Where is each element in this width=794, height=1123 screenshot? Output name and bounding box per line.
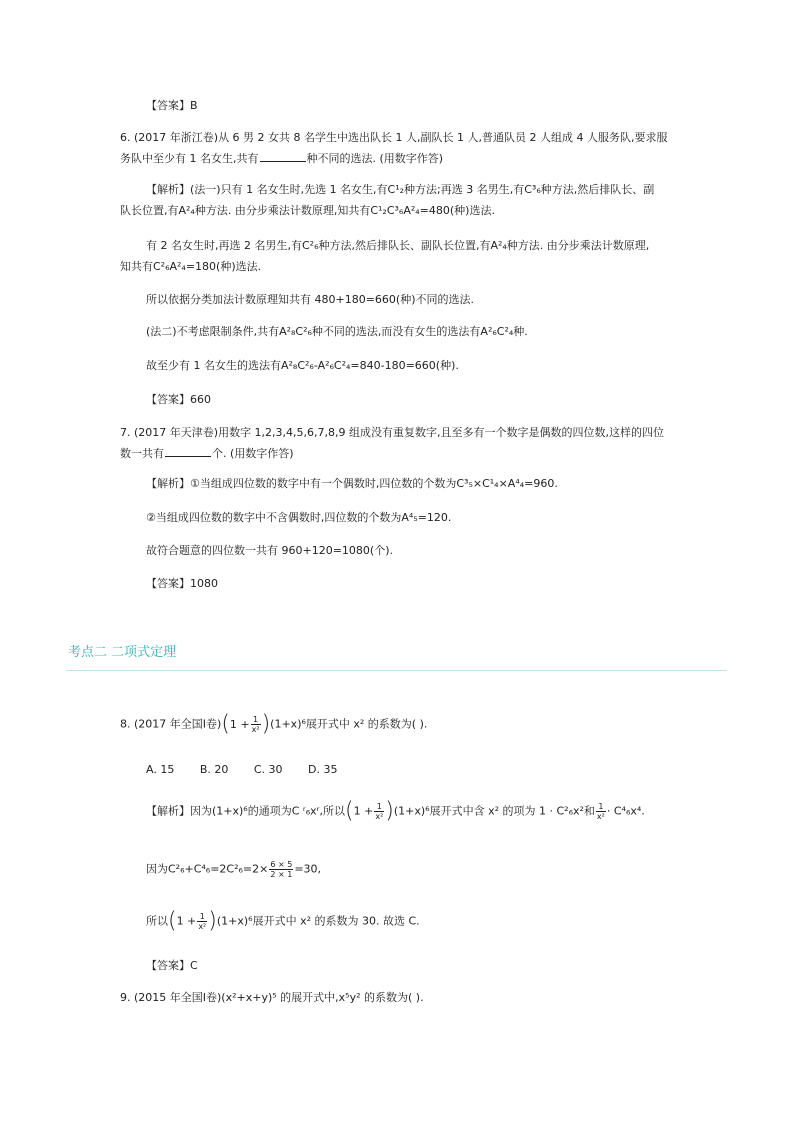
q8-solution-line3-a: 所以 <box>146 914 168 928</box>
q8-solution-line3-b: (1+x)⁶展开式中 x² 的系数为 30. 故选 C. <box>216 914 420 928</box>
q8-open-paren: ( <box>221 711 230 737</box>
q7-stem-line2-end: 个. (用数字作答) <box>212 447 294 460</box>
section-title: 考点二 二项式定理 <box>68 645 177 660</box>
q6-stem-line2-start: 务队中至少有 1 名女生,共有 <box>120 152 259 165</box>
q6-answer-blank <box>260 151 306 162</box>
q6-solution-line4: 知共有C²₆A²₄=180(种)选法. <box>120 260 262 273</box>
q8-solution-line3 <box>146 908 420 934</box>
q8-solution-line1-a: 【解析】因为(1+x)⁶的通项为C ʳ₆xʳ,所以 <box>146 804 346 818</box>
q8-solution-line2-a: 因为C²₆+C⁴₆=2C²₆=2× <box>146 862 269 876</box>
q8-solution-line2-fraction <box>269 860 293 879</box>
q7-solution-line1: 【解析】①当组成四位数的数字中有一个偶数时,四位数的个数为C³₅×C¹₄×A⁴₄=960. <box>146 477 558 490</box>
q6-solution-line5: 所以依据分类加法计数原理知共有 480+180=660(种)不同的选法. <box>146 293 474 306</box>
q6-stem-line2-end: 种不同的选法. (用数字作答) <box>306 152 444 165</box>
q8-solution-line2-frac-num: 6 × 5 <box>270 860 293 869</box>
q6-solution-line6: (法二)不考虑限制条件,共有A²₈C²₆种不同的选法,而没有女生的选法有A²₆C²₄种. <box>146 325 528 338</box>
q8-frac-den: x² <box>251 725 260 734</box>
q6-stem-line1: 6. (2017 年浙江卷)从 6 男 2 女共 8 名学生中选出队长 1 人,副队长 1 人,普通队员 2 人组成 4 人服务队,要求服 <box>120 131 668 144</box>
q6-solution-line7: 故至少有 1 名女生的选法有A²₈C²₆-A²₆C²₄=840-180=660(种). <box>146 359 459 372</box>
q6-stem-line2 <box>120 151 443 167</box>
q7-answer-blank <box>165 446 211 457</box>
q7-answer: 【答案】1080 <box>146 577 218 590</box>
q8-option-a: A. 15 <box>146 763 175 776</box>
q8-solution-fraction <box>374 802 384 821</box>
q7-stem-line2 <box>120 446 294 462</box>
q8-solution-frac-den: x² <box>375 812 384 821</box>
q8-solution-line2 <box>146 860 321 879</box>
q6-solution-line1: 【解析】(法一)只有 1 名女生时,先选 1 名女生,有C¹₂种方法;再选 3 名男生,有C³₆种方法,然后排队长、副 <box>146 183 655 196</box>
q8-solution-open-paren: ( <box>345 798 354 824</box>
q6-solution-line2: 队长位置,有A²₄种方法. 由分步乘法计数原理,知共有C¹₂C³₆A²₄=480(种)选法. <box>120 204 495 217</box>
q7-stem-line1: 7. (2017 年天津卷)用数字 1,2,3,4,5,6,7,8,9 组成没有重复数字,且至多有一个数字是偶数的四位数,这样的四位 <box>120 426 665 439</box>
q5-answer: 【答案】B <box>146 99 198 112</box>
q8-solution3-open-paren: ( <box>168 908 177 934</box>
q8-frac-num: 1 <box>251 715 261 725</box>
section-divider <box>66 670 727 671</box>
q7-solution-line2: ②当组成四位数的数字中不含偶数时,四位数的个数为A⁴₅=120. <box>146 511 452 524</box>
q8-solution3-fraction <box>197 912 207 931</box>
q8-solution3-frac-num: 1 <box>197 912 207 922</box>
q8-solution-one-plus: 1 + <box>353 804 374 818</box>
q8-solution3-frac-den: x² <box>198 922 207 931</box>
q8-close-paren: ) <box>261 711 271 737</box>
q8-fraction <box>251 715 261 734</box>
q8-solution-line1-b: (1+x)⁶展开式中含 x² 的项为 1 · C²₆x²和 <box>393 804 595 818</box>
q8-solution-fraction-2 <box>596 802 606 821</box>
q8-answer: 【答案】C <box>146 959 198 972</box>
q9-stem: 9. (2015 年全国Ⅰ卷)(x²+x+y)⁵ 的展开式中,x⁵y² 的系数为( ). <box>120 991 424 1004</box>
q8-solution3-close-paren: ) <box>208 908 217 934</box>
q6-solution-line3: 有 2 名女生时,再选 2 名男生,有C²₆种方法,然后排队长、副队长位置,有A²₄种方法. 由分步乘法计数原理, <box>146 239 650 252</box>
q8-solution-line1 <box>146 798 645 824</box>
q8-one-plus: 1 + <box>229 717 250 731</box>
q8-solution-line2-frac-den: 2 × 1 <box>270 870 293 879</box>
q7-solution-line3: 故符合题意的四位数一共有 960+120=1080(个). <box>146 544 393 557</box>
q8-stem <box>120 711 428 737</box>
q7-stem-line2-start: 数一共有 <box>120 447 164 460</box>
q8-stem-suffix: (1+x)⁶展开式中 x² 的系数为( ). <box>270 717 428 731</box>
q8-option-d: D. 35 <box>308 763 338 776</box>
q8-solution-line1-c: · C⁴₆x⁴. <box>606 804 645 818</box>
q8-solution-frac-num: 1 <box>374 802 384 812</box>
q8-stem-prefix: 8. (2017 年全国Ⅰ卷) <box>120 717 222 731</box>
q8-solution-frac2-num: 1 <box>596 802 606 812</box>
q8-option-c: C. 30 <box>253 763 283 776</box>
q8-solution-frac2-den: x² <box>596 812 605 821</box>
q8-solution-line2-b: =30, <box>294 862 322 876</box>
q6-answer: 【答案】660 <box>146 393 211 406</box>
q8-solution-close-paren: ) <box>385 798 394 824</box>
q8-solution3-one-plus: 1 + <box>176 914 197 928</box>
q8-options <box>146 762 360 778</box>
q8-option-b: B. 20 <box>199 763 229 776</box>
